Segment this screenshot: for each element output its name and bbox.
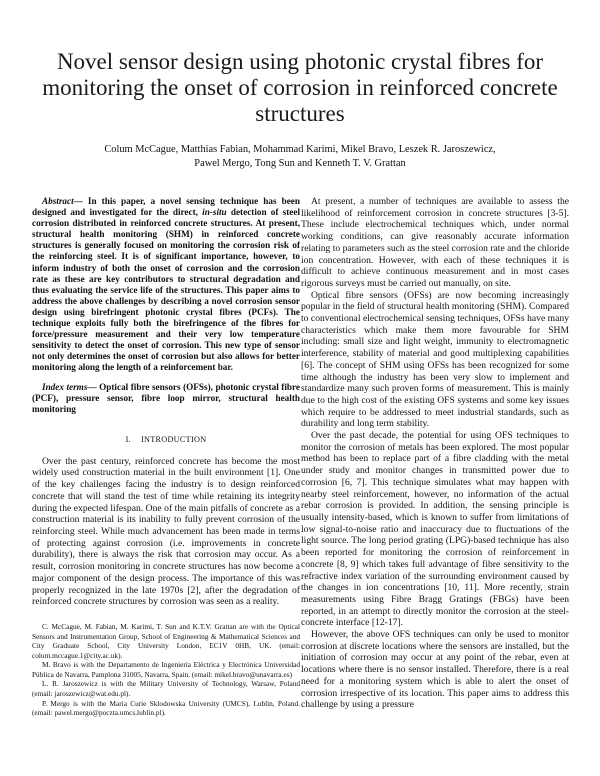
author-list — [60, 143, 540, 170]
abstract-body: detection of steel corrosion distributed in reinforced concrete structures. At present, structural health monitoring (SHM) in reinforced concrete structures is generally focused on monitoring the corrosion risk of the reinforcing steel. It is of significant importance, however, to inform industry of both the onset of corrosion and the corrosion rate as these are key contributors to structural degradation and thus evaluating the service life of the structures. This paper aims to address the above challenges by describing a novel corrosion sensor design using birefringent photonic crystal fibres (PCFs). The technique exploits fully both the birefringence of the fibres for force/pressure measurement and their very low temperature sensitivity to detect the onset of corrosion. This new type of sensor not only determines the onset of corrosion but also allows for better monitoring along the length of a reinforcement bar. — [32, 207, 301, 373]
right-column — [301, 196, 569, 711]
abstract-label: Abstract — [42, 196, 74, 206]
body-paragraph: However, the above OFS techniques can only be used to monitor corrosion at discrete locations where the sensors are installed, but the initiation of corrosion may occur at any point of the rebar, even at locations where there is no sensor installed. Therefore, there is a real need for a monitoring system which is able to alert the onset of corrosion irrespective of its location. This paper aims to address this challenge by using a pressure — [301, 629, 569, 711]
author-line: Colum McCague, Matthias Fabian, Mohammad Karimi, Mikel Bravo, Leszek R. Jaroszewicz, — [104, 144, 496, 155]
abstract-insitu: in-situ — [202, 207, 227, 218]
body-paragraph: Over the past decade, the potential for using OFS techniques to monitor the corrosion of metals has been explored. The most popular method has been to replace part of a fibre cladding with the metal under study and monitor changes in transmitted power due to corrosion [6, 7]. This technique simulates what may happen with nearby steel reinforcement, however, no information of the actual rebar corrosion is provided. In addition, the sensing principle is usually intensity-based, which is known to suffer from limitations of low signal-to-noise ratio and inaccuracy due to fluctuations of the light source. The long period grating (LPG)-based technique has also been reported for monitoring the corrosion of reinforcement in concrete [8, 9] which takes full advantage of fibre sensitivity to the refractive index variation of the surrounding environment caused by the changes in ion concentrations [10, 11]. More recently, strain measurements using Fibre Bragg Gratings (FBGs) have been reported, in an attempt to directly monitor the corrosion at the steel-concrete interface [12-17]. — [301, 430, 569, 629]
section-heading — [32, 435, 300, 445]
body-paragraph: Optical fibre sensors (OFSs) are now becoming increasingly popular in the field of structural health monitoring (SHM). Compared to conventional electrochemical sensing techniques, OFSs have many characteristics which make them more favourable for SHM including: small size and light weight, immunity to electromagnetic interference, stability of material and good multiplexing capabilities [6]. The concept of SHM using OFSs has been recognized for some time although the industry has been very slow to implement and standardize many such proven forms of measurement. This is mainly due to the high cost of the existing OFS systems and some key issues which require to be addressed to meet industrial standards, such as durability and long term stability. — [301, 289, 569, 430]
footnote: L. R. Jaroszewicz is with the Military University of Technology, Warsaw, Poland (email: jaroszewicz@wat.edu.pl). — [32, 679, 300, 699]
section-title: INTRODUCTION — [140, 434, 207, 444]
footnote: M. Bravo is with the Departamento de Ingeniería Eléctrica y Electrónica Universidad Pública de Navarra, Pamplona 31005, Navarra, Spain. (email: mikel.bravo@unavarra.es) — [32, 660, 300, 679]
index-terms-body: — Optical fibre sensors (OFSs), photonic crystal fibre (PCF), pressure sensor, fibre loop mirror, structural health monitoring — [32, 381, 300, 414]
abstract-dash: — In this paper, a novel sensing technique has been designed and investigated for the direct, — [32, 196, 300, 218]
intro-paragraph: Over the past century, reinforced concrete has become the most widely used construction material in the built environment [1]. One of the key challenges facing the industry is to design reinforced concrete that will stand the test of time while retaining its integrity during the expected lifespan. One of the main pitfalls of concrete as a construction material is its inability to fully prevent corrosion of the reinforcing steel. While much advancement has been made in terms of protecting against corrosion (i.e. improvements in concrete durability), there is always the risk that corrosion may occur. As a result, corrosion monitoring in concrete structures has now become a major component of the design process. The importance of this was properly recognized in the late 1970s [2], after the degradation of reinforced concrete structures by corrosion was seen as a reality. — [32, 455, 300, 608]
author-line: Pawel Mergo, Tong Sun and Kenneth T. V. Grattan — [194, 157, 406, 169]
left-column — [32, 196, 300, 718]
index-terms — [32, 382, 300, 415]
index-terms-label: Index terms — [42, 381, 88, 392]
footnote: P. Mergo is with the Maria Curie Sklodowska University (UMCS), Lublin, Poland. (email: pawel.mergo@poczta.umcs.lublin.pl). — [32, 698, 300, 718]
footnote: C. McCague, M. Fabian, M. Karimi, T. Sun and K.T.V. Grattan are with the Optical Sensors and Instrumentation Group, School of Engineering & Mathematical Sciences and City Graduate School, City University London, EC1V 0HB, UK. (email: colum.mccague.1@city.ac.uk). — [32, 621, 300, 660]
section-number: I. — [125, 434, 131, 444]
abstract — [32, 196, 300, 374]
body-paragraph: At present, a number of techniques are available to assess the likelihood of reinforcement corrosion in concrete structures [3-5]. These include electrochemical techniques which, under normal working conditions, can give reasonably accurate information relating to parameters such as the steel corrosion rate and the chloride ion concentration. However, with each of these techniques it is difficult to achieve continuous measurement and in most cases rigorous surveys must be carried out manually, on site. — [301, 196, 569, 289]
paper-title: Novel sensor design using photonic crystal fibres for monitoring the onset of corrosion in reinforced concrete structures — [42, 49, 558, 126]
author-footnotes — [32, 622, 300, 718]
